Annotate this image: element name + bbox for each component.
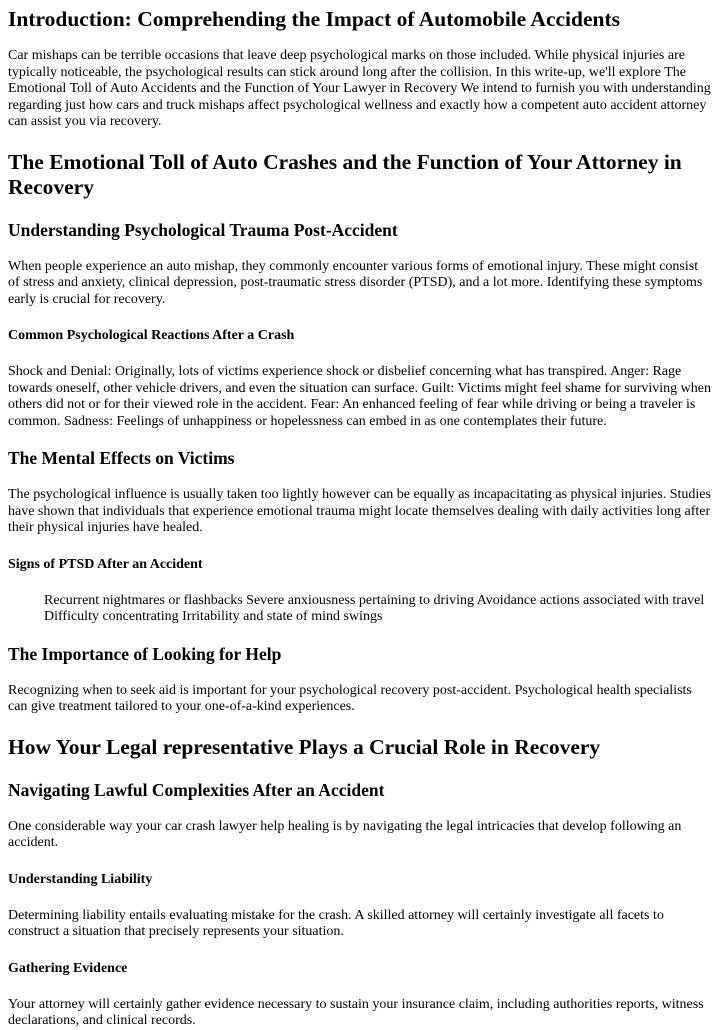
ptsd-signs-quote: Recurrent nightmares or flashbacks Severe anxiousness pertaining to driving Avoidance actions associated with travel Difficulty concentrating Irritability and state of mind swings	[44, 592, 705, 624]
seeking-help-heading: The Importance of Looking for Help	[8, 643, 282, 664]
legal-complexities-paragraph: One considerable way your car crash lawyer help healing is by navigating the legal intricacies that develop following an accident.	[8, 818, 682, 850]
evidence-paragraph: Your attorney will certainly gather evidence necessary to sustain your insurance claim, including authorities reports, witness declarations, and clinical records.	[8, 996, 704, 1028]
liability-paragraph: Determining liability entails evaluating mistake for the crash. A skilled attorney will certainly investigate all facets to construct a situation that precisely represents your situation.	[8, 907, 664, 939]
intro-paragraph: Car mishaps can be terrible occasions that leave deep psychological marks on those included. While physical injuries are typically noticeable, the psychological results can stick around long after the collision. In this write-up, we'll explore The Emotional Toll of Auto Accidents and the Function of Your Lawyer in Recovery We intend to furnish you with understanding regarding just how cars and truck mishaps affect psychological wellness and exactly how a competent auto accident attorney can assist you via recovery.	[8, 48, 711, 129]
mental-effects-paragraph: The psychological influence is usually taken too lightly however can be equally as incapacitating as physical injuries. Studies have shown that individuals that experience emotional trauma might locate themselves dealing with daily activities long after their physical injuries have healed.	[8, 487, 711, 535]
liability-heading: Understanding Liability	[8, 871, 153, 887]
reactions-paragraph: Shock and Denial: Originally, lots of victims experience shock or disbelief concerning what has transpired. Anger: Rage towards oneself, other vehicle drivers, and even the situation can surface. Guilt: Victims might feel shame for surviving when others did not or for their viewed role in the accident. Fear: An enhanced feeling of fear while driving or being a traveler is common. Sadness: Feelings of unhappiness or hopelessness can embed in as one contemplates their future.	[8, 364, 711, 429]
mental-effects-heading: The Mental Effects on Victims	[8, 448, 235, 468]
intro-heading: Introduction: Comprehending the Impact of Automobile Accidents	[8, 7, 620, 31]
seeking-help-paragraph: Recognizing when to seek aid is important for your psychological recovery post-accident. Psychological health specialists can give treatment tailored to your one-of-a-kind experiences.	[8, 682, 692, 714]
legal-complexities-heading: Navigating Lawful Complexities After an Accident	[8, 779, 385, 800]
trauma-paragraph: When people experience an auto mishap, they commonly encounter various forms of emotional injury. These might consist of stress and anxiety, clinical depression, post-traumatic stress disorder (PTSD), and a lot more. Identifying these symptoms early is crucial for recovery.	[8, 258, 703, 307]
emotional-toll-heading: The Emotional Toll of Auto Crashes and the Function of Your Attorney in Recovery	[8, 149, 682, 199]
ptsd-signs-heading: Signs of PTSD After an Accident	[8, 556, 203, 572]
trauma-heading: Understanding Psychological Trauma Post-Accident	[8, 219, 398, 240]
lawyer-role-heading: How Your Legal representative Plays a Crucial Role in Recovery	[8, 734, 601, 759]
evidence-heading: Gathering Evidence	[8, 960, 128, 976]
reactions-heading: Common Psychological Reactions After a Crash	[8, 328, 295, 343]
